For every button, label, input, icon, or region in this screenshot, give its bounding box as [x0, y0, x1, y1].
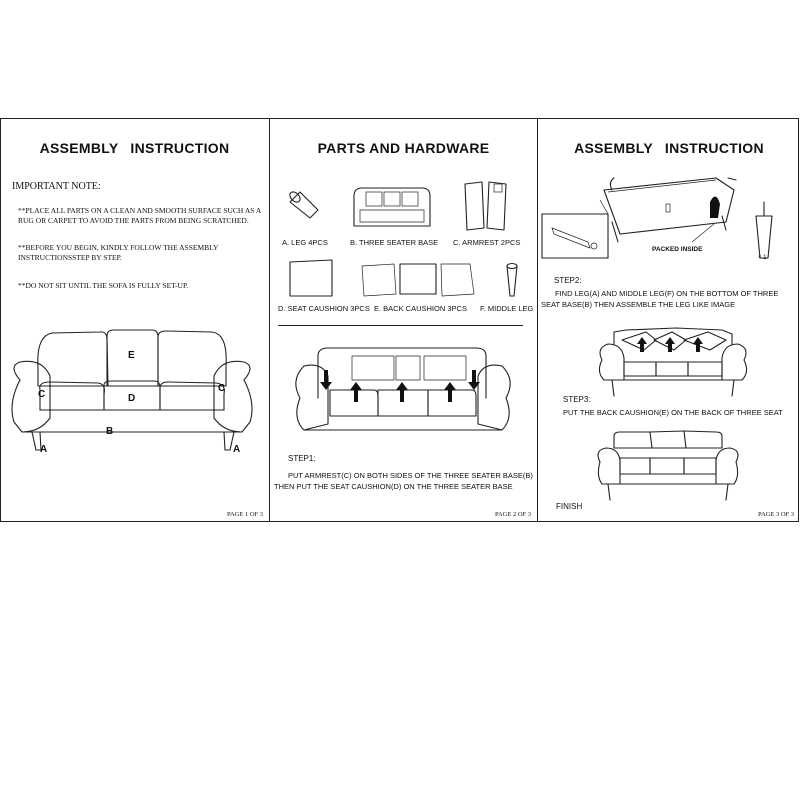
page-2 — [270, 118, 537, 522]
step3-text: PUT THE BACK CAUSHION(E) ON THE BACK OF THREE SEAT — [563, 408, 783, 417]
page-1-title: ASSEMBLY INSTRUCTION — [39, 140, 230, 156]
step3-heading: STEP3: — [563, 395, 591, 404]
page-number: PAGE 1 OF 3 — [226, 511, 263, 518]
note-2: **BEFORE YOU BEGIN, KINDLY FOLLOW THE ASSEMBLY INSTRUCTIONSSTEP BY STEP. — [18, 243, 219, 262]
page-3 — [538, 118, 800, 522]
step1-heading: STEP1: — [288, 454, 316, 463]
part-a-label: A. LEG 4PCS — [282, 238, 328, 247]
label-c-left: C — [38, 389, 46, 400]
sofa-parts-diagram — [0, 118, 269, 522]
label-e: E — [128, 350, 135, 361]
part-f-label: F. MIDDLE LEG — [480, 304, 534, 313]
step2-heading: STEP2: — [554, 276, 582, 285]
step1-text: PUT ARMREST(C) ON BOTH SIDES OF THE THREE SEATER BASE(B) THEN PUT THE SEAT CAUSHION(D) ON THE THREE SEATER BASE — [274, 471, 533, 491]
finish-label: FINISH — [556, 502, 583, 511]
part-c-label: C. ARMREST 2PCS — [453, 238, 521, 247]
finished-sofa-diagram — [538, 118, 800, 522]
page-number: PAGE 3 OF 3 — [757, 511, 794, 518]
part-d-label: D. SEAT CAUSHION 3PCS — [278, 304, 370, 313]
page-number: PAGE 2 OF 3 — [494, 511, 531, 518]
packed-inside-label: PACKED INSIDE — [652, 246, 703, 253]
label-b: B — [106, 426, 114, 437]
note-3: **DO NOT SIT UNTIL THE SOFA IS FULLY SET-UP. — [18, 281, 189, 290]
note-1: **PLACE ALL PARTS ON A CLEAN AND SMOOTH SURFACE SUCH AS A RUG OR CARPET TO AVOID THE PARTS FROM BEING SCRATCHED. — [18, 206, 261, 225]
label-a-right: A — [233, 444, 241, 455]
important-note-heading: IMPORTANT NOTE: — [12, 181, 101, 192]
step2-text: FIND LEG(A) AND MIDDLE LEG(F) ON THE BOTTOM OF THREE SEAT BASE(B) THEN ASSEMBLE THE LEG LIKE IMAGE — [541, 289, 779, 309]
label-d: D — [128, 393, 136, 404]
label-a-left: A — [40, 444, 48, 455]
page-1 — [0, 118, 269, 522]
part-b-label: B. THREE SEATER BASE — [350, 238, 439, 247]
page-2-title: PARTS AND HARDWARE — [317, 140, 490, 156]
page-3-title: ASSEMBLY INSTRUCTION — [574, 140, 764, 156]
label-c-right: C — [218, 383, 226, 394]
quantity-label: × 1 — [758, 255, 767, 261]
part-e-label: E. BACK CAUSHION 3PCS — [374, 304, 467, 313]
